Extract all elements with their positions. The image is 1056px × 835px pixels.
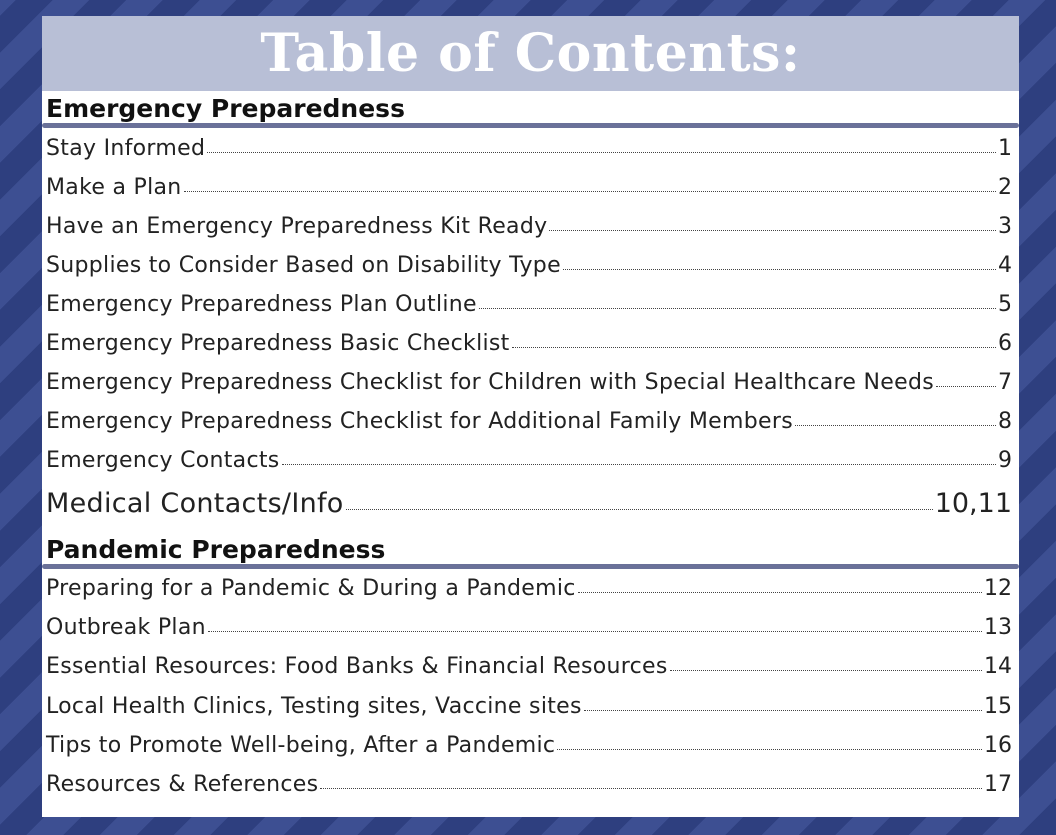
- dot-leader: [795, 425, 996, 426]
- toc-entry-label: Local Health Clinics, Testing sites, Vaccine sites: [46, 694, 582, 719]
- toc-entry-label: Supplies to Consider Based on Disability Type: [46, 253, 561, 278]
- toc-entry-page: 13: [984, 615, 1012, 640]
- toc-entry[interactable]: [46, 411, 1012, 433]
- dot-leader: [479, 308, 996, 309]
- toc-entry-page: 6: [998, 331, 1012, 356]
- dot-leader: [563, 269, 996, 270]
- dot-leader: [512, 347, 996, 348]
- page-title: Table of Contents:: [260, 22, 801, 84]
- title-bar: [42, 16, 1019, 91]
- dot-leader: [557, 749, 982, 750]
- toc-entry-page: 14: [984, 654, 1012, 679]
- toc-entry-page: 1: [998, 136, 1012, 161]
- dot-leader: [549, 230, 996, 231]
- toc-entry-label: Tips to Promote Well-being, After a Pandemic: [46, 733, 556, 758]
- toc-entry-page: 17: [984, 772, 1012, 797]
- toc-entry-page: 2: [998, 175, 1012, 200]
- toc-entry-label: Medical Contacts/Info: [46, 488, 344, 519]
- dot-leader: [282, 464, 996, 465]
- section-heading-pandemic: Pandemic Preparedness: [46, 535, 386, 564]
- toc-entry-label: Have an Emergency Preparedness Kit Ready: [46, 214, 548, 239]
- toc-entry[interactable]: [46, 696, 1012, 718]
- toc-entry-label: Preparing for a Pandemic & During a Pandemic: [46, 576, 576, 601]
- toc-entry-label: Essential Resources: Food Banks & Financial Resources: [46, 654, 668, 679]
- toc-entry-label: Outbreak Plan: [46, 615, 206, 640]
- toc-entry-page: 5: [998, 292, 1012, 317]
- section-heading-emergency: Emergency Preparedness: [46, 94, 405, 123]
- toc-entry-page: 16: [984, 733, 1012, 758]
- toc-entry[interactable]: [46, 774, 1012, 796]
- toc-entry[interactable]: [46, 294, 1012, 316]
- dot-leader: [578, 592, 982, 593]
- dot-leader: [184, 191, 996, 192]
- toc-entry-label: Emergency Preparedness Checklist for Children with Special Healthcare Needs: [46, 370, 934, 395]
- toc-entry[interactable]: [46, 333, 1012, 355]
- toc-entry[interactable]: [46, 656, 1012, 678]
- toc-entry[interactable]: [46, 450, 1012, 472]
- dot-leader: [208, 631, 982, 632]
- toc-entry-page: 4: [998, 253, 1012, 278]
- toc-entry[interactable]: [46, 138, 1012, 160]
- toc-entry-label: Emergency Preparedness Plan Outline: [46, 292, 477, 317]
- toc-entry-label: Emergency Preparedness Basic Checklist: [46, 331, 510, 356]
- toc-entry[interactable]: [46, 735, 1012, 757]
- toc-entry-page: 15: [984, 694, 1012, 719]
- dot-leader: [320, 788, 982, 789]
- toc-entry-label: Make a Plan: [46, 175, 182, 200]
- toc-entry[interactable]: [46, 578, 1012, 600]
- toc-entry[interactable]: [46, 177, 1012, 199]
- dot-leader: [670, 670, 982, 671]
- toc-entry-page: 10,11: [934, 488, 1012, 519]
- toc-entry-page: 7: [998, 370, 1012, 395]
- section-divider-emergency: [42, 123, 1019, 128]
- toc-entry-label: Stay Informed: [46, 136, 206, 161]
- section-divider-pandemic: [42, 564, 1019, 569]
- toc-entry[interactable]: [46, 490, 1012, 517]
- dot-leader: [207, 152, 996, 153]
- toc-entry-label: Emergency Preparedness Checklist for Additional Family Members: [46, 409, 793, 434]
- toc-entry[interactable]: [46, 255, 1012, 277]
- dot-leader: [936, 386, 996, 387]
- toc-entry[interactable]: [46, 216, 1012, 238]
- toc-entry-label: Resources & References: [46, 772, 319, 797]
- toc-entry-page: 12: [984, 576, 1012, 601]
- dot-leader: [584, 710, 982, 711]
- toc-panel: [42, 16, 1019, 817]
- toc-entry-label: Emergency Contacts: [46, 448, 280, 473]
- toc-entry-page: 9: [998, 448, 1012, 473]
- toc-entry[interactable]: [46, 617, 1012, 639]
- toc-entry[interactable]: [46, 372, 1012, 394]
- toc-entry-page: 3: [998, 214, 1012, 239]
- toc-entry-page: 8: [998, 409, 1012, 434]
- dot-leader: [346, 509, 933, 510]
